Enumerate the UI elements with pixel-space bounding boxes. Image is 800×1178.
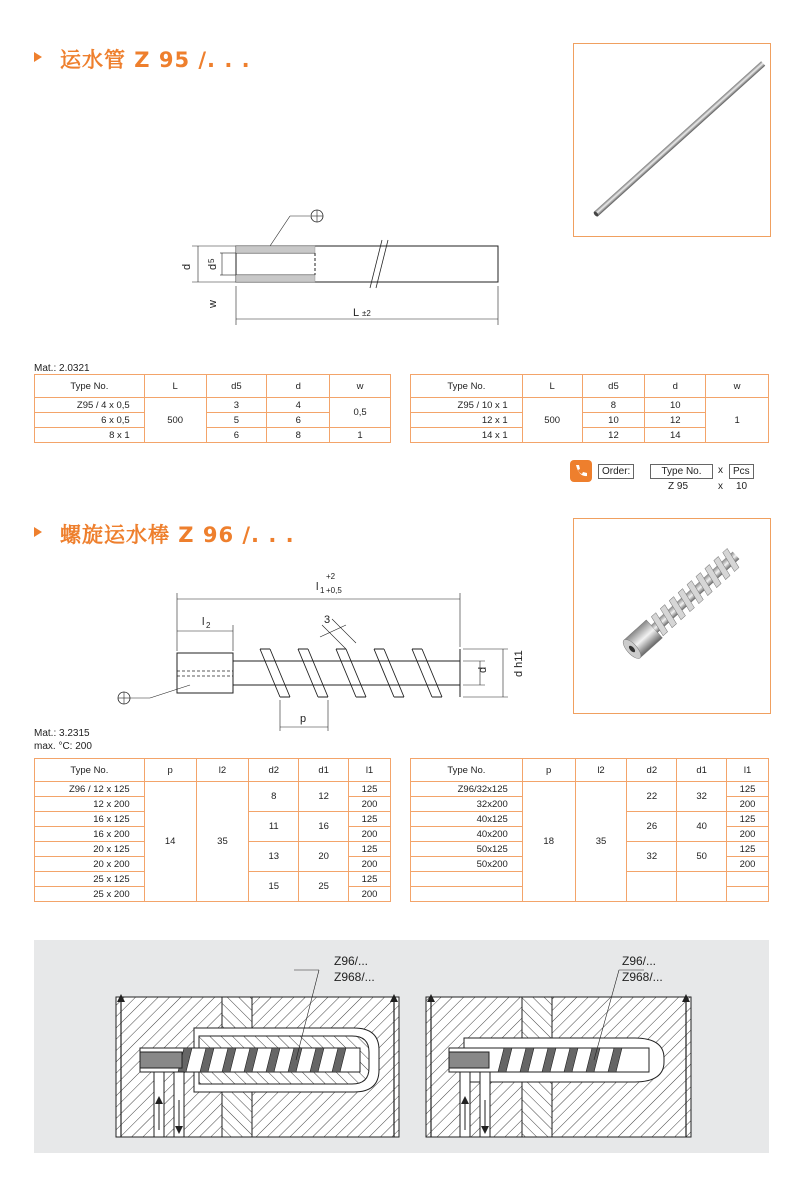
col-l2: l2 bbox=[575, 759, 627, 782]
w-cell: 1 bbox=[330, 428, 391, 443]
d2-cell: 15 bbox=[249, 872, 299, 902]
left-mold-section bbox=[116, 970, 399, 1137]
z96-table-right bbox=[410, 758, 769, 902]
order-example-type: Z 95 bbox=[668, 481, 689, 492]
svg-text:+0,5: +0,5 bbox=[326, 586, 342, 595]
z95-table-left bbox=[34, 374, 391, 443]
type-cell: 40x125 bbox=[411, 812, 523, 827]
l2-cell: 35 bbox=[196, 782, 249, 902]
left-label-z96: Z96/... bbox=[334, 954, 369, 968]
z95-photo bbox=[573, 43, 771, 237]
l1-cell: 200 bbox=[349, 857, 391, 872]
d2-cell: 22 bbox=[627, 782, 677, 812]
d2-cell: 32 bbox=[627, 842, 677, 872]
d1-cell: 12 bbox=[299, 782, 349, 812]
type-cell: 6 x 0,5 bbox=[35, 413, 145, 428]
l1-cell bbox=[727, 872, 769, 887]
col-d: d bbox=[267, 375, 330, 398]
d2-cell: 11 bbox=[249, 812, 299, 842]
l1-cell: 200 bbox=[727, 827, 769, 842]
col-d5: d5 bbox=[582, 375, 645, 398]
col-l1: l1 bbox=[727, 759, 769, 782]
d-cell: 8 bbox=[267, 428, 330, 443]
d-cell: 14 bbox=[645, 428, 706, 443]
col-w: w bbox=[330, 375, 391, 398]
l1-cell: 125 bbox=[349, 782, 391, 797]
d5-cell: 10 bbox=[582, 413, 645, 428]
type-cell: Z96 / 12 x 125 bbox=[35, 782, 145, 797]
col-d1: d1 bbox=[299, 759, 349, 782]
col-p: p bbox=[144, 759, 196, 782]
col-type: Type No. bbox=[411, 375, 523, 398]
d5-cell: 12 bbox=[582, 428, 645, 443]
col-type: Type No. bbox=[411, 759, 523, 782]
l1-cell: 125 bbox=[349, 812, 391, 827]
l1-cell: 125 bbox=[727, 842, 769, 857]
svg-text:d: d bbox=[477, 666, 489, 673]
l1-cell: 125 bbox=[727, 812, 769, 827]
type-cell: 25 x 200 bbox=[35, 887, 145, 902]
col-l1: l1 bbox=[349, 759, 391, 782]
order-x: x bbox=[718, 465, 723, 476]
left-label-z968: Z968/... bbox=[334, 970, 375, 984]
type-cell: 25 x 125 bbox=[35, 872, 145, 887]
col-l2: l2 bbox=[196, 759, 249, 782]
p-cell: 18 bbox=[522, 782, 575, 902]
col-d: d bbox=[645, 375, 706, 398]
l2-cell: 35 bbox=[575, 782, 627, 902]
L-cell: 500 bbox=[144, 398, 206, 443]
order-example-qty: 10 bbox=[736, 481, 748, 492]
d2-cell: 26 bbox=[627, 812, 677, 842]
d1-cell: 50 bbox=[677, 842, 727, 872]
d-cell: 4 bbox=[267, 398, 330, 413]
l1-cell: 125 bbox=[727, 782, 769, 797]
d2-cell: 13 bbox=[249, 842, 299, 872]
d-cell: 10 bbox=[645, 398, 706, 413]
svg-text:2: 2 bbox=[206, 621, 211, 630]
z95-title: 运水管 Z 95 /. . . bbox=[60, 48, 251, 72]
assembly-panel bbox=[34, 940, 769, 1153]
svg-text:±2: ±2 bbox=[362, 309, 371, 318]
type-cell: 14 x 1 bbox=[411, 428, 523, 443]
svg-text:p: p bbox=[300, 713, 307, 725]
type-cell: Z95 / 10 x 1 bbox=[411, 398, 523, 413]
type-cell: 50x200 bbox=[411, 857, 523, 872]
phone-icon bbox=[570, 460, 592, 482]
col-d5: d5 bbox=[206, 375, 267, 398]
right-label-z96: Z96/... bbox=[622, 954, 657, 968]
svg-text:l: l bbox=[316, 581, 319, 593]
order-pcs-label: Pcs bbox=[729, 464, 754, 479]
l1-cell: 200 bbox=[349, 797, 391, 812]
d1-cell: 16 bbox=[299, 812, 349, 842]
l1-cell: 200 bbox=[727, 857, 769, 872]
d1-cell: 20 bbox=[299, 842, 349, 872]
svg-text:d: d bbox=[207, 263, 219, 270]
section-bullet bbox=[34, 52, 42, 62]
l1-cell: 200 bbox=[727, 797, 769, 812]
col-w: w bbox=[706, 375, 769, 398]
type-cell: Z95 / 4 x 0,5 bbox=[35, 398, 145, 413]
d-cell: 6 bbox=[267, 413, 330, 428]
col-L: L bbox=[522, 375, 582, 398]
d1-cell: 40 bbox=[677, 812, 727, 842]
d2-cell: 8 bbox=[249, 782, 299, 812]
svg-text:+2: +2 bbox=[326, 572, 336, 581]
l1-cell: 125 bbox=[349, 842, 391, 857]
z96-title: 螺旋运水棒 Z 96 /. . . bbox=[60, 523, 295, 547]
type-cell bbox=[411, 872, 523, 887]
type-cell: 16 x 200 bbox=[35, 827, 145, 842]
type-cell: Z96/32x125 bbox=[411, 782, 523, 797]
right-label-z968: Z968/... bbox=[622, 970, 663, 984]
z96-photo bbox=[573, 518, 771, 714]
w-cell: 1 bbox=[706, 398, 769, 443]
col-p: p bbox=[522, 759, 575, 782]
svg-text:l: l bbox=[202, 616, 205, 628]
order-example-x: x bbox=[718, 481, 723, 492]
order-type-label: Type No. bbox=[650, 464, 713, 479]
svg-text:5: 5 bbox=[207, 258, 216, 263]
d-cell: 12 bbox=[645, 413, 706, 428]
type-cell bbox=[411, 887, 523, 902]
d5-cell: 8 bbox=[582, 398, 645, 413]
svg-text:d: d bbox=[181, 263, 193, 270]
type-cell: 50x125 bbox=[411, 842, 523, 857]
z95-tube-drawing bbox=[170, 200, 510, 325]
z96-rod-drawing bbox=[110, 565, 530, 735]
section-bullet bbox=[34, 527, 42, 537]
d5-cell: 3 bbox=[206, 398, 267, 413]
d2-cell bbox=[627, 872, 677, 902]
d1-cell: 25 bbox=[299, 872, 349, 902]
type-cell: 12 x 200 bbox=[35, 797, 145, 812]
svg-text:1: 1 bbox=[320, 586, 325, 595]
svg-text:L: L bbox=[353, 307, 360, 319]
type-cell: 20 x 200 bbox=[35, 857, 145, 872]
d5-cell: 6 bbox=[206, 428, 267, 443]
col-type: Type No. bbox=[35, 759, 145, 782]
right-mold-section bbox=[426, 970, 691, 1137]
col-type: Type No. bbox=[35, 375, 145, 398]
d5-cell: 5 bbox=[206, 413, 267, 428]
order-box bbox=[598, 464, 768, 496]
p-cell: 14 bbox=[144, 782, 196, 902]
svg-text:3: 3 bbox=[324, 614, 331, 626]
z95-material: Mat.: 2.0321 bbox=[34, 363, 90, 374]
l1-cell: 200 bbox=[349, 887, 391, 902]
l1-cell bbox=[727, 887, 769, 902]
col-d2: d2 bbox=[249, 759, 299, 782]
L-cell: 500 bbox=[522, 398, 582, 443]
type-cell: 40x200 bbox=[411, 827, 523, 842]
l1-cell: 125 bbox=[349, 872, 391, 887]
type-cell: 8 x 1 bbox=[35, 428, 145, 443]
order-label: Order: bbox=[598, 464, 634, 479]
col-d1: d1 bbox=[677, 759, 727, 782]
col-L: L bbox=[144, 375, 206, 398]
svg-text:w: w bbox=[207, 300, 219, 308]
z96-material: Mat.: 3.2315 bbox=[34, 728, 90, 739]
col-d2: d2 bbox=[627, 759, 677, 782]
z95-table-right bbox=[410, 374, 769, 443]
w-cell: 0,5 bbox=[330, 398, 391, 428]
svg-text:d h11: d h11 bbox=[513, 650, 525, 677]
d1-cell: 32 bbox=[677, 782, 727, 812]
type-cell: 32x200 bbox=[411, 797, 523, 812]
type-cell: 12 x 1 bbox=[411, 413, 523, 428]
z96-table-left bbox=[34, 758, 391, 902]
l1-cell: 200 bbox=[349, 827, 391, 842]
type-cell: 20 x 125 bbox=[35, 842, 145, 857]
d1-cell bbox=[677, 872, 727, 902]
z96-max-temp: max. °C: 200 bbox=[34, 741, 92, 752]
type-cell: 16 x 125 bbox=[35, 812, 145, 827]
